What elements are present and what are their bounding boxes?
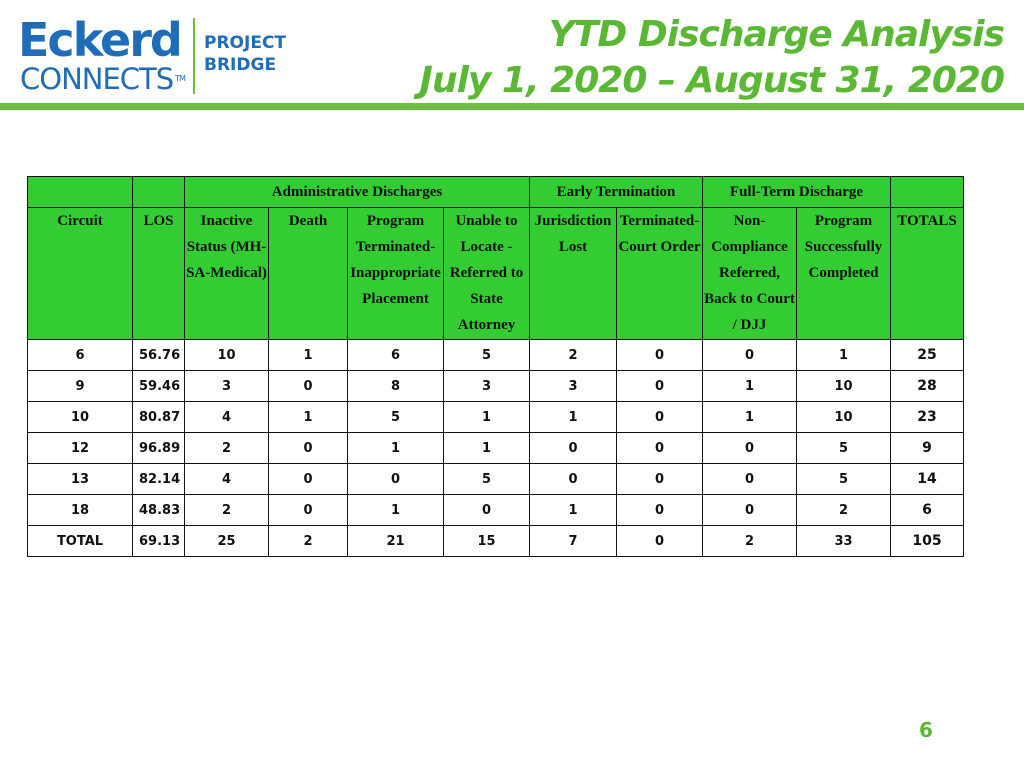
col-header-totals: TOTALS xyxy=(891,208,964,340)
discharge-table xyxy=(27,176,964,557)
col-header-inactive-status: Inactive Status (MH-SA-Medical) xyxy=(185,208,269,340)
logo-program-name xyxy=(204,32,286,76)
cell-terminated-court-order: 0 xyxy=(617,402,703,433)
cell-circuit: 18 xyxy=(28,495,133,526)
page-number: 6 xyxy=(919,718,933,742)
header-rule xyxy=(0,103,1024,110)
cell-totals: 25 xyxy=(891,340,964,371)
table-group-row xyxy=(28,177,964,208)
cell-non-compliance: 1 xyxy=(703,402,797,433)
cell-jurisdiction-lost: 0 xyxy=(530,433,617,464)
cell-unable-to-locate: 5 xyxy=(444,340,530,371)
col-header-unable-to-locate: Unable to Locate - Referred to State Attorney xyxy=(444,208,530,340)
cell-circuit: 12 xyxy=(28,433,133,464)
cell-unable-to-locate: 15 xyxy=(444,526,530,557)
table-row xyxy=(28,464,964,495)
cell-inactive-status: 25 xyxy=(185,526,269,557)
eckerd-connects-logo xyxy=(18,14,318,98)
col-header-program-terminated: Program Terminated-Inappropriate Placement xyxy=(348,208,444,340)
cell-unable-to-locate: 0 xyxy=(444,495,530,526)
cell-terminated-court-order: 0 xyxy=(617,495,703,526)
cell-los: 69.13 xyxy=(133,526,185,557)
col-header-los: LOS xyxy=(133,208,185,340)
cell-circuit: 9 xyxy=(28,371,133,402)
cell-los: 56.76 xyxy=(133,340,185,371)
cell-jurisdiction-lost: 0 xyxy=(530,464,617,495)
cell-totals: 9 xyxy=(891,433,964,464)
slide-title xyxy=(420,12,1004,104)
logo-wordmark-eckerd: Eckerd xyxy=(18,13,181,67)
cell-jurisdiction-lost: 2 xyxy=(530,340,617,371)
cell-jurisdiction-lost: 1 xyxy=(530,402,617,433)
cell-program-terminated: 8 xyxy=(348,371,444,402)
table-row xyxy=(28,526,964,557)
col-header-successfully-completed: Program Successfully Completed xyxy=(797,208,891,340)
cell-program-terminated: 5 xyxy=(348,402,444,433)
cell-jurisdiction-lost: 7 xyxy=(530,526,617,557)
cell-totals: 28 xyxy=(891,371,964,402)
cell-los: 96.89 xyxy=(133,433,185,464)
cell-terminated-court-order: 0 xyxy=(617,371,703,402)
cell-death: 0 xyxy=(269,433,348,464)
cell-totals: 6 xyxy=(891,495,964,526)
cell-los: 48.83 xyxy=(133,495,185,526)
cell-non-compliance: 1 xyxy=(703,371,797,402)
cell-circuit: 13 xyxy=(28,464,133,495)
cell-unable-to-locate: 1 xyxy=(444,402,530,433)
cell-non-compliance: 0 xyxy=(703,495,797,526)
table-row xyxy=(28,371,964,402)
cell-unable-to-locate: 1 xyxy=(444,433,530,464)
cell-inactive-status: 3 xyxy=(185,371,269,402)
cell-successfully-completed: 33 xyxy=(797,526,891,557)
cell-jurisdiction-lost: 1 xyxy=(530,495,617,526)
cell-terminated-court-order: 0 xyxy=(617,433,703,464)
cell-death: 2 xyxy=(269,526,348,557)
logo-wordmark-connects xyxy=(20,62,185,96)
cell-inactive-status: 4 xyxy=(185,402,269,433)
cell-death: 1 xyxy=(269,402,348,433)
table-header-row xyxy=(28,208,964,340)
col-header-circuit: Circuit xyxy=(28,208,133,340)
cell-jurisdiction-lost: 3 xyxy=(530,371,617,402)
logo-trademark: TM xyxy=(175,74,185,83)
cell-inactive-status: 2 xyxy=(185,433,269,464)
cell-totals: 105 xyxy=(891,526,964,557)
table-row xyxy=(28,402,964,433)
logo-connects-text: CONNECTS xyxy=(20,62,174,96)
col-header-non-compliance: Non-Compliance Referred, Back to Court / DJJ xyxy=(703,208,797,340)
logo-program-line1: PROJECT xyxy=(204,33,287,53)
cell-program-terminated: 1 xyxy=(348,433,444,464)
cell-inactive-status: 4 xyxy=(185,464,269,495)
table-row xyxy=(28,495,964,526)
cell-successfully-completed: 5 xyxy=(797,464,891,495)
cell-program-terminated: 6 xyxy=(348,340,444,371)
cell-unable-to-locate: 5 xyxy=(444,464,530,495)
col-header-jurisdiction-lost: Jurisdiction Lost xyxy=(530,208,617,340)
cell-terminated-court-order: 0 xyxy=(617,526,703,557)
cell-non-compliance: 0 xyxy=(703,433,797,464)
cell-death: 0 xyxy=(269,371,348,402)
cell-inactive-status: 10 xyxy=(185,340,269,371)
logo-divider xyxy=(193,18,195,94)
cell-los: 82.14 xyxy=(133,464,185,495)
cell-program-terminated: 1 xyxy=(348,495,444,526)
cell-non-compliance: 0 xyxy=(703,340,797,371)
cell-program-terminated: 21 xyxy=(348,526,444,557)
group-blank xyxy=(28,177,133,208)
cell-los: 59.46 xyxy=(133,371,185,402)
cell-death: 0 xyxy=(269,495,348,526)
cell-terminated-court-order: 0 xyxy=(617,340,703,371)
cell-inactive-status: 2 xyxy=(185,495,269,526)
cell-successfully-completed: 2 xyxy=(797,495,891,526)
cell-non-compliance: 0 xyxy=(703,464,797,495)
cell-successfully-completed: 10 xyxy=(797,402,891,433)
group-full-term: Full-Term Discharge xyxy=(703,177,891,208)
cell-death: 1 xyxy=(269,340,348,371)
group-blank xyxy=(133,177,185,208)
slide-title-line2: July 1, 2020 – August 31, 2020 xyxy=(419,60,1004,101)
group-blank xyxy=(891,177,964,208)
table-row xyxy=(28,433,964,464)
group-administrative: Administrative Discharges xyxy=(185,177,530,208)
cell-totals: 14 xyxy=(891,464,964,495)
table-row xyxy=(28,340,964,371)
group-early-termination: Early Termination xyxy=(530,177,703,208)
cell-circuit: TOTAL xyxy=(28,526,133,557)
table-body xyxy=(28,340,964,557)
cell-successfully-completed: 5 xyxy=(797,433,891,464)
col-header-terminated-court-order: Terminated-Court Order xyxy=(617,208,703,340)
col-header-death: Death xyxy=(269,208,348,340)
cell-death: 0 xyxy=(269,464,348,495)
logo-program-line2: BRIDGE xyxy=(204,55,277,75)
cell-successfully-completed: 1 xyxy=(797,340,891,371)
cell-circuit: 6 xyxy=(28,340,133,371)
cell-successfully-completed: 10 xyxy=(797,371,891,402)
cell-circuit: 10 xyxy=(28,402,133,433)
cell-totals: 23 xyxy=(891,402,964,433)
cell-unable-to-locate: 3 xyxy=(444,371,530,402)
cell-terminated-court-order: 0 xyxy=(617,464,703,495)
slide-title-line1: YTD Discharge Analysis xyxy=(548,14,1004,55)
cell-los: 80.87 xyxy=(133,402,185,433)
cell-program-terminated: 0 xyxy=(348,464,444,495)
cell-non-compliance: 2 xyxy=(703,526,797,557)
